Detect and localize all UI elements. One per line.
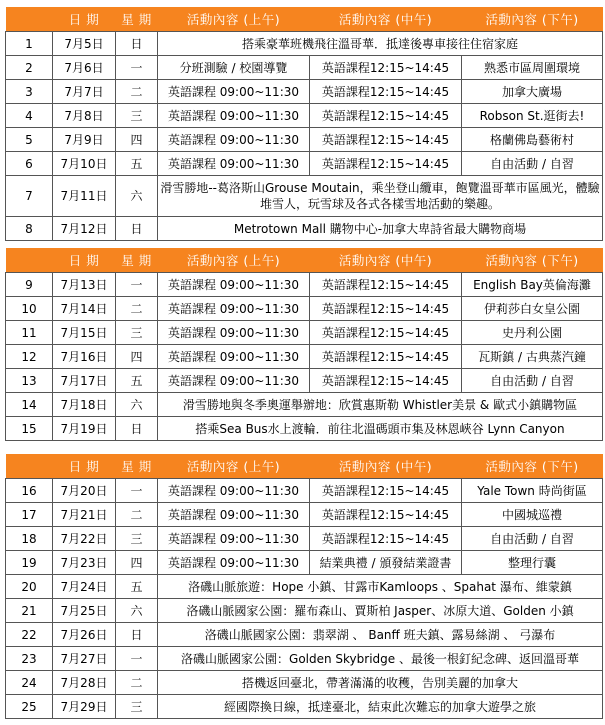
schedule-table-week-2: [5, 248, 602, 441]
schedule-row: [6, 623, 603, 647]
weekday-cell: 日: [116, 417, 158, 441]
day-number: 1: [6, 32, 53, 56]
date-cell: 7月23日: [53, 551, 116, 575]
afternoon-activity: English Bay英倫海灘: [462, 273, 603, 297]
afternoon-activity: 加拿大廣場: [462, 80, 603, 104]
weekday-cell: 二: [116, 671, 158, 695]
header-number: [6, 454, 53, 479]
header-weekday: 星 期: [116, 248, 158, 273]
schedule-row: [6, 273, 603, 297]
schedule-row: [6, 345, 603, 369]
full-day-activity: 滑雪勝地--葛洛斯山Grouse Moutain，乘坐登山纜車，飽覽溫哥華市區風光，體驗堆雪人，玩雪球及各式各樣雪地活動的樂趣。: [158, 176, 603, 217]
noon-activity: 英語課程12:15~14:45: [310, 345, 462, 369]
date-cell: 7月25日: [53, 599, 116, 623]
noon-activity: 英語課程12:15~14:45: [310, 297, 462, 321]
date-cell: 7月13日: [53, 273, 116, 297]
schedule-row: [6, 152, 603, 176]
schedule-row: [6, 321, 603, 345]
header-afternoon: 活動內容 (下午): [462, 248, 603, 273]
date-cell: 7月16日: [53, 345, 116, 369]
afternoon-activity: 格蘭佛島藝術村: [462, 128, 603, 152]
date-cell: 7月21日: [53, 503, 116, 527]
weekday-cell: 三: [116, 321, 158, 345]
schedule-row: [6, 393, 603, 417]
schedule-row: [6, 217, 603, 241]
weekday-cell: 四: [116, 551, 158, 575]
schedule-row: [6, 32, 603, 56]
date-cell: 7月15日: [53, 321, 116, 345]
afternoon-activity: Yale Town 時尚街區: [462, 479, 603, 503]
header-noon: 活動內容 (中午): [310, 7, 462, 32]
schedule-table: [5, 454, 603, 719]
day-number: 19: [6, 551, 53, 575]
day-number: 6: [6, 152, 53, 176]
full-day-activity: 搭乘豪華班機飛往溫哥華．抵達後專車接往住宿家庭: [158, 32, 603, 56]
schedule-table: [5, 7, 603, 241]
afternoon-activity: 中國城巡禮: [462, 503, 603, 527]
noon-activity: 結業典禮 / 頒發結業證書: [310, 551, 462, 575]
schedule-row: [6, 695, 603, 719]
morning-activity: 英語課程 09:00~11:30: [158, 273, 310, 297]
header-date: 日 期: [53, 454, 116, 479]
date-cell: 7月11日: [53, 176, 116, 217]
morning-activity: 英語課程 09:00~11:30: [158, 104, 310, 128]
date-cell: 7月20日: [53, 479, 116, 503]
weekday-cell: 一: [116, 273, 158, 297]
weekday-cell: 日: [116, 217, 158, 241]
afternoon-activity: 自由活動 / 自習: [462, 527, 603, 551]
morning-activity: 英語課程 09:00~11:30: [158, 345, 310, 369]
day-number: 13: [6, 369, 53, 393]
weekday-cell: 四: [116, 128, 158, 152]
full-day-activity: 滑雪勝地與冬季奧運舉辦地：欣賞惠斯勒 Whistler美景 & 歐式小鎮購物區: [158, 393, 603, 417]
date-cell: 7月26日: [53, 623, 116, 647]
schedule-row: [6, 551, 603, 575]
full-day-activity: Metrotown Mall 購物中心-加拿大卑詩省最大購物商場: [158, 217, 603, 241]
weekday-cell: 六: [116, 393, 158, 417]
date-cell: 7月10日: [53, 152, 116, 176]
afternoon-activity: 史丹利公園: [462, 321, 603, 345]
afternoon-activity: 伊莉莎白女皇公園: [462, 297, 603, 321]
noon-activity: 英語課程12:15~14:45: [310, 104, 462, 128]
weekday-cell: 三: [116, 527, 158, 551]
schedule-row: [6, 647, 603, 671]
weekday-cell: 三: [116, 104, 158, 128]
noon-activity: 英語課程12:15~14:45: [310, 273, 462, 297]
weekday-cell: 一: [116, 56, 158, 80]
morning-activity: 英語課程 09:00~11:30: [158, 369, 310, 393]
schedule-row: [6, 479, 603, 503]
weekday-cell: 六: [116, 599, 158, 623]
weekday-cell: 四: [116, 345, 158, 369]
weekday-cell: 五: [116, 575, 158, 599]
date-cell: 7月7日: [53, 80, 116, 104]
full-day-activity: 洛磯山脈國家公園：羅布森山、賈斯柏 Jasper、冰原大道、Golden 小鎮: [158, 599, 603, 623]
date-cell: 7月12日: [53, 217, 116, 241]
header-morning: 活動內容 (上午): [158, 454, 310, 479]
noon-activity: 英語課程12:15~14:45: [310, 80, 462, 104]
noon-activity: 英語課程12:15~14:45: [310, 479, 462, 503]
header-number: [6, 7, 53, 32]
header-weekday: 星 期: [116, 7, 158, 32]
day-number: 17: [6, 503, 53, 527]
schedule-row: [6, 56, 603, 80]
full-day-activity: 洛磯山脈旅遊：Hope 小鎮、甘露市Kamloops 、Spahat 瀑布、維蒙鎮: [158, 575, 603, 599]
schedule-row: [6, 527, 603, 551]
day-number: 3: [6, 80, 53, 104]
date-cell: 7月18日: [53, 393, 116, 417]
morning-activity: 英語課程 09:00~11:30: [158, 503, 310, 527]
morning-activity: 英語課程 09:00~11:30: [158, 128, 310, 152]
day-number: 20: [6, 575, 53, 599]
date-cell: 7月14日: [53, 297, 116, 321]
full-day-activity: 經國際換日線，抵達臺北，結束此次難忘的加拿大遊學之旅: [158, 695, 603, 719]
date-cell: 7月5日: [53, 32, 116, 56]
day-number: 25: [6, 695, 53, 719]
morning-activity: 英語課程 09:00~11:30: [158, 321, 310, 345]
noon-activity: 英語課程12:15~14:45: [310, 321, 462, 345]
day-number: 7: [6, 176, 53, 217]
weekday-cell: 二: [116, 80, 158, 104]
day-number: 15: [6, 417, 53, 441]
afternoon-activity: 熟悉市區周圍環境: [462, 56, 603, 80]
header-morning: 活動內容 (上午): [158, 248, 310, 273]
morning-activity: 分班測驗 / 校園導覽: [158, 56, 310, 80]
day-number: 8: [6, 217, 53, 241]
weekday-cell: 二: [116, 503, 158, 527]
date-cell: 7月24日: [53, 575, 116, 599]
schedule-row: [6, 417, 603, 441]
afternoon-activity: Robson St.逛街去!: [462, 104, 603, 128]
afternoon-activity: 自由活動 / 自習: [462, 369, 603, 393]
date-cell: 7月29日: [53, 695, 116, 719]
date-cell: 7月22日: [53, 527, 116, 551]
afternoon-activity: 瓦斯鎮 / 古典蒸汽鐘: [462, 345, 603, 369]
day-number: 2: [6, 56, 53, 80]
noon-activity: 英語課程12:15~14:45: [310, 369, 462, 393]
header-row: [6, 454, 603, 479]
day-number: 24: [6, 671, 53, 695]
day-number: 16: [6, 479, 53, 503]
day-number: 18: [6, 527, 53, 551]
afternoon-activity: 自由活動 / 自習: [462, 152, 603, 176]
schedule-table-week-1: [5, 7, 602, 241]
weekday-cell: 一: [116, 479, 158, 503]
full-day-activity: 洛磯山脈國家公園：Golden Skybridge 、最後一根釘紀念碑、返回溫哥華: [158, 647, 603, 671]
morning-activity: 英語課程 09:00~11:30: [158, 479, 310, 503]
weekday-cell: 五: [116, 152, 158, 176]
noon-activity: 英語課程12:15~14:45: [310, 128, 462, 152]
header-date: 日 期: [53, 248, 116, 273]
schedule-row: [6, 80, 603, 104]
noon-activity: 英語課程12:15~14:45: [310, 152, 462, 176]
day-number: 22: [6, 623, 53, 647]
header-afternoon: 活動內容 (下午): [462, 454, 603, 479]
date-cell: 7月19日: [53, 417, 116, 441]
day-number: 10: [6, 297, 53, 321]
noon-activity: 英語課程12:15~14:45: [310, 56, 462, 80]
schedule-row: [6, 575, 603, 599]
header-number: [6, 248, 53, 273]
day-number: 11: [6, 321, 53, 345]
schedule-row: [6, 599, 603, 623]
date-cell: 7月9日: [53, 128, 116, 152]
date-cell: 7月8日: [53, 104, 116, 128]
date-cell: 7月27日: [53, 647, 116, 671]
day-number: 14: [6, 393, 53, 417]
full-day-activity: 搭機返回臺北，帶著滿滿的收穫，告別美麗的加拿大: [158, 671, 603, 695]
weekday-cell: 五: [116, 369, 158, 393]
schedule-row: [6, 503, 603, 527]
header-noon: 活動內容 (中午): [310, 454, 462, 479]
header-weekday: 星 期: [116, 454, 158, 479]
header-row: [6, 248, 603, 273]
schedule-row: [6, 176, 603, 217]
full-day-activity: 洛磯山脈國家公園：翡翠湖 、 Banff 班夫鎮、露易絲湖 、 弓瀑布: [158, 623, 603, 647]
day-number: 21: [6, 599, 53, 623]
date-cell: 7月6日: [53, 56, 116, 80]
header-date: 日 期: [53, 7, 116, 32]
day-number: 23: [6, 647, 53, 671]
header-noon: 活動內容 (中午): [310, 248, 462, 273]
date-cell: 7月17日: [53, 369, 116, 393]
morning-activity: 英語課程 09:00~11:30: [158, 551, 310, 575]
morning-activity: 英語課程 09:00~11:30: [158, 297, 310, 321]
day-number: 5: [6, 128, 53, 152]
weekday-cell: 三: [116, 695, 158, 719]
header-row: [6, 7, 603, 32]
afternoon-activity: 整理行囊: [462, 551, 603, 575]
weekday-cell: 日: [116, 623, 158, 647]
header-morning: 活動內容 (上午): [158, 7, 310, 32]
morning-activity: 英語課程 09:00~11:30: [158, 80, 310, 104]
weekday-cell: 六: [116, 176, 158, 217]
weekday-cell: 二: [116, 297, 158, 321]
schedule-row: [6, 128, 603, 152]
date-cell: 7月28日: [53, 671, 116, 695]
noon-activity: 英語課程12:15~14:45: [310, 503, 462, 527]
schedule-row: [6, 671, 603, 695]
day-number: 12: [6, 345, 53, 369]
schedule-table: [5, 248, 603, 441]
weekday-cell: 一: [116, 647, 158, 671]
weekday-cell: 日: [116, 32, 158, 56]
noon-activity: 英語課程12:15~14:45: [310, 527, 462, 551]
header-afternoon: 活動內容 (下午): [462, 7, 603, 32]
schedule-row: [6, 297, 603, 321]
morning-activity: 英語課程 09:00~11:30: [158, 527, 310, 551]
day-number: 4: [6, 104, 53, 128]
morning-activity: 英語課程 09:00~11:30: [158, 152, 310, 176]
schedule-row: [6, 369, 603, 393]
schedule-table-week-3: [5, 454, 602, 719]
schedule-row: [6, 104, 603, 128]
full-day-activity: 搭乘Sea Bus水上渡輪．前往北溫碼頭市集及林恩峽谷 Lynn Canyon: [158, 417, 603, 441]
day-number: 9: [6, 273, 53, 297]
